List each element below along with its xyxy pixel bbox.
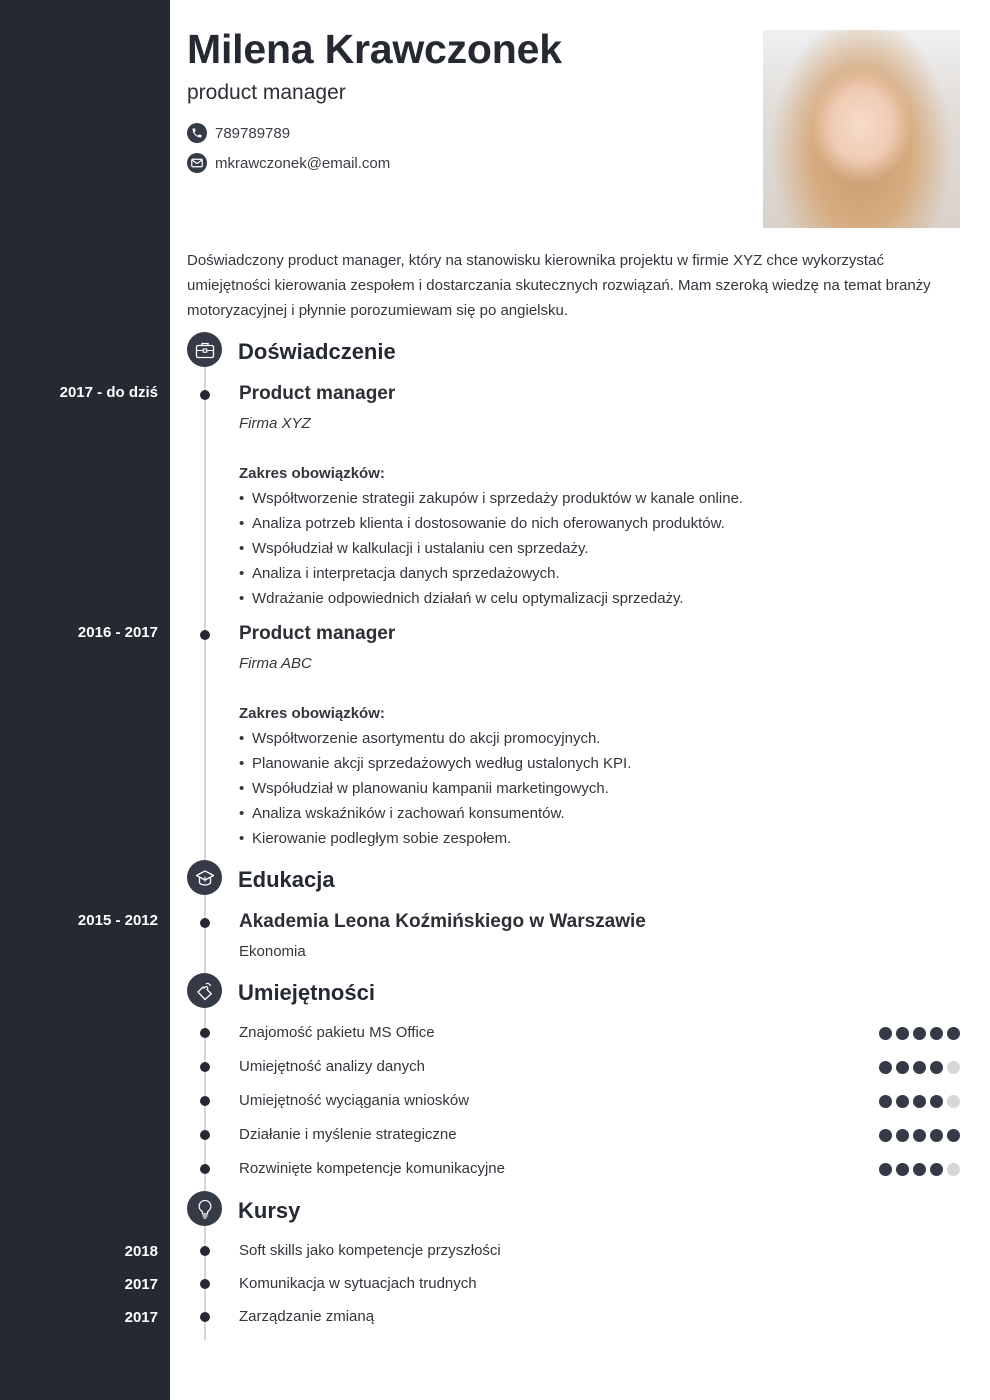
course-name: Komunikacja w sytuacjach trudnych xyxy=(239,1275,477,1292)
contact-phone xyxy=(187,123,290,143)
field-of-study: Ekonomia xyxy=(239,943,306,960)
timeline-dot xyxy=(200,1246,210,1256)
list-item: • Współtworzenie strategii zakupów i sprzedaży produktów w kanale online. xyxy=(239,490,744,507)
education-date: 2015 - 2012 xyxy=(77,912,158,929)
job-company: Firma ABC xyxy=(239,655,312,672)
candidate-name: Milena Krawczonek xyxy=(187,26,562,72)
skill-name: Rozwinięte kompetencje komunikacyjne xyxy=(239,1160,505,1177)
lightbulb-icon xyxy=(187,1191,222,1226)
timeline-dot xyxy=(200,1096,210,1106)
skill-name: Znajomość pakietu MS Office xyxy=(239,1024,435,1041)
section-title-experience: Doświadczenie xyxy=(238,339,396,364)
section-title-skills: Umiejętności xyxy=(238,980,375,1005)
job-title: Product manager xyxy=(239,383,396,404)
profile-photo xyxy=(763,30,960,228)
responsibilities-list xyxy=(239,726,631,851)
email-address: mkrawczonek@email.com xyxy=(215,154,391,172)
contact-email xyxy=(187,153,390,173)
job-company: Firma XYZ xyxy=(239,415,311,432)
school-name: Akademia Leona Koźmińskiego w Warszawie xyxy=(239,911,646,932)
list-item: • Współudział w planowaniu kampanii marketingowych. xyxy=(239,780,609,797)
skill-name: Działanie i myślenie strategiczne xyxy=(239,1126,457,1143)
course-date: 2018 xyxy=(124,1243,158,1260)
list-item: • Planowanie akcji sprzedażowych według ustalonych KPI. xyxy=(239,755,632,772)
timeline-dot xyxy=(200,1062,210,1072)
job-title: Product manager xyxy=(239,623,396,644)
section-title-education: Edukacja xyxy=(238,867,335,892)
phone-icon xyxy=(187,123,207,143)
list-item: • Współudział w kalkulacji i ustalaniu cen sprzedaży. xyxy=(239,540,589,557)
skill-rating xyxy=(879,1129,960,1142)
job-date: 2017 - do dziś xyxy=(59,384,158,401)
candidate-role: product manager xyxy=(187,81,346,104)
list-item: • Wdrażanie odpowiednich działań w celu optymalizacji sprzedaży. xyxy=(239,590,684,607)
list-item: • Analiza wskaźników i zachowań konsumentów. xyxy=(239,805,565,822)
timeline-dot xyxy=(200,1028,210,1038)
puzzle-icon xyxy=(187,973,222,1008)
skill-rating xyxy=(879,1027,960,1040)
responsibilities-label: Zakres obowiązków: xyxy=(239,465,385,482)
job-date: 2016 - 2017 xyxy=(77,624,158,641)
list-item: • Analiza i interpretacja danych sprzedażowych. xyxy=(239,565,560,582)
skill-rating xyxy=(879,1163,960,1176)
list-item: • Współtworzenie asortymentu do akcji promocyjnych. xyxy=(239,730,601,747)
timeline-dot xyxy=(200,1130,210,1140)
timeline-dot xyxy=(200,630,210,640)
timeline-dot xyxy=(200,1312,210,1322)
timeline-dot xyxy=(200,1164,210,1174)
skill-rating xyxy=(879,1095,960,1108)
course-date: 2017 xyxy=(124,1276,158,1293)
graduation-cap-icon xyxy=(187,860,222,895)
timeline-dot xyxy=(200,918,210,928)
left-sidebar xyxy=(0,0,170,1400)
skill-name: Umiejętność analizy danych xyxy=(239,1058,425,1075)
skill-name: Umiejętność wyciągania wniosków xyxy=(239,1092,470,1109)
timeline-dot xyxy=(200,390,210,400)
course-name: Zarządzanie zmianą xyxy=(239,1308,375,1325)
briefcase-icon xyxy=(187,332,222,367)
list-item: • Analiza potrzeb klienta i dostosowanie do nich oferowanych produktów. xyxy=(239,515,725,532)
course-date: 2017 xyxy=(124,1309,158,1326)
phone-number: 789789789 xyxy=(215,124,291,142)
timeline-dot xyxy=(200,1279,210,1289)
mail-icon xyxy=(187,153,207,173)
course-name: Soft skills jako kompetencje przyszłości xyxy=(239,1242,501,1259)
section-title-courses: Kursy xyxy=(238,1198,301,1223)
list-item: • Kierowanie podległym sobie zespołem. xyxy=(239,830,512,847)
profile-summary: Doświadczony product manager, który na stanowisku kierownika projektu w firmie XYZ chce wykorzystać umiejętności kierowania zespołem i dostarczania skutecznych rozwiązań. Mam szeroką wiedzę na temat branży motoryzacyjnej i płynnie porozumiewam się po angielsku. xyxy=(187,252,931,319)
responsibilities-list xyxy=(239,486,743,611)
skill-rating xyxy=(879,1061,960,1074)
responsibilities-label: Zakres obowiązków: xyxy=(239,705,385,722)
